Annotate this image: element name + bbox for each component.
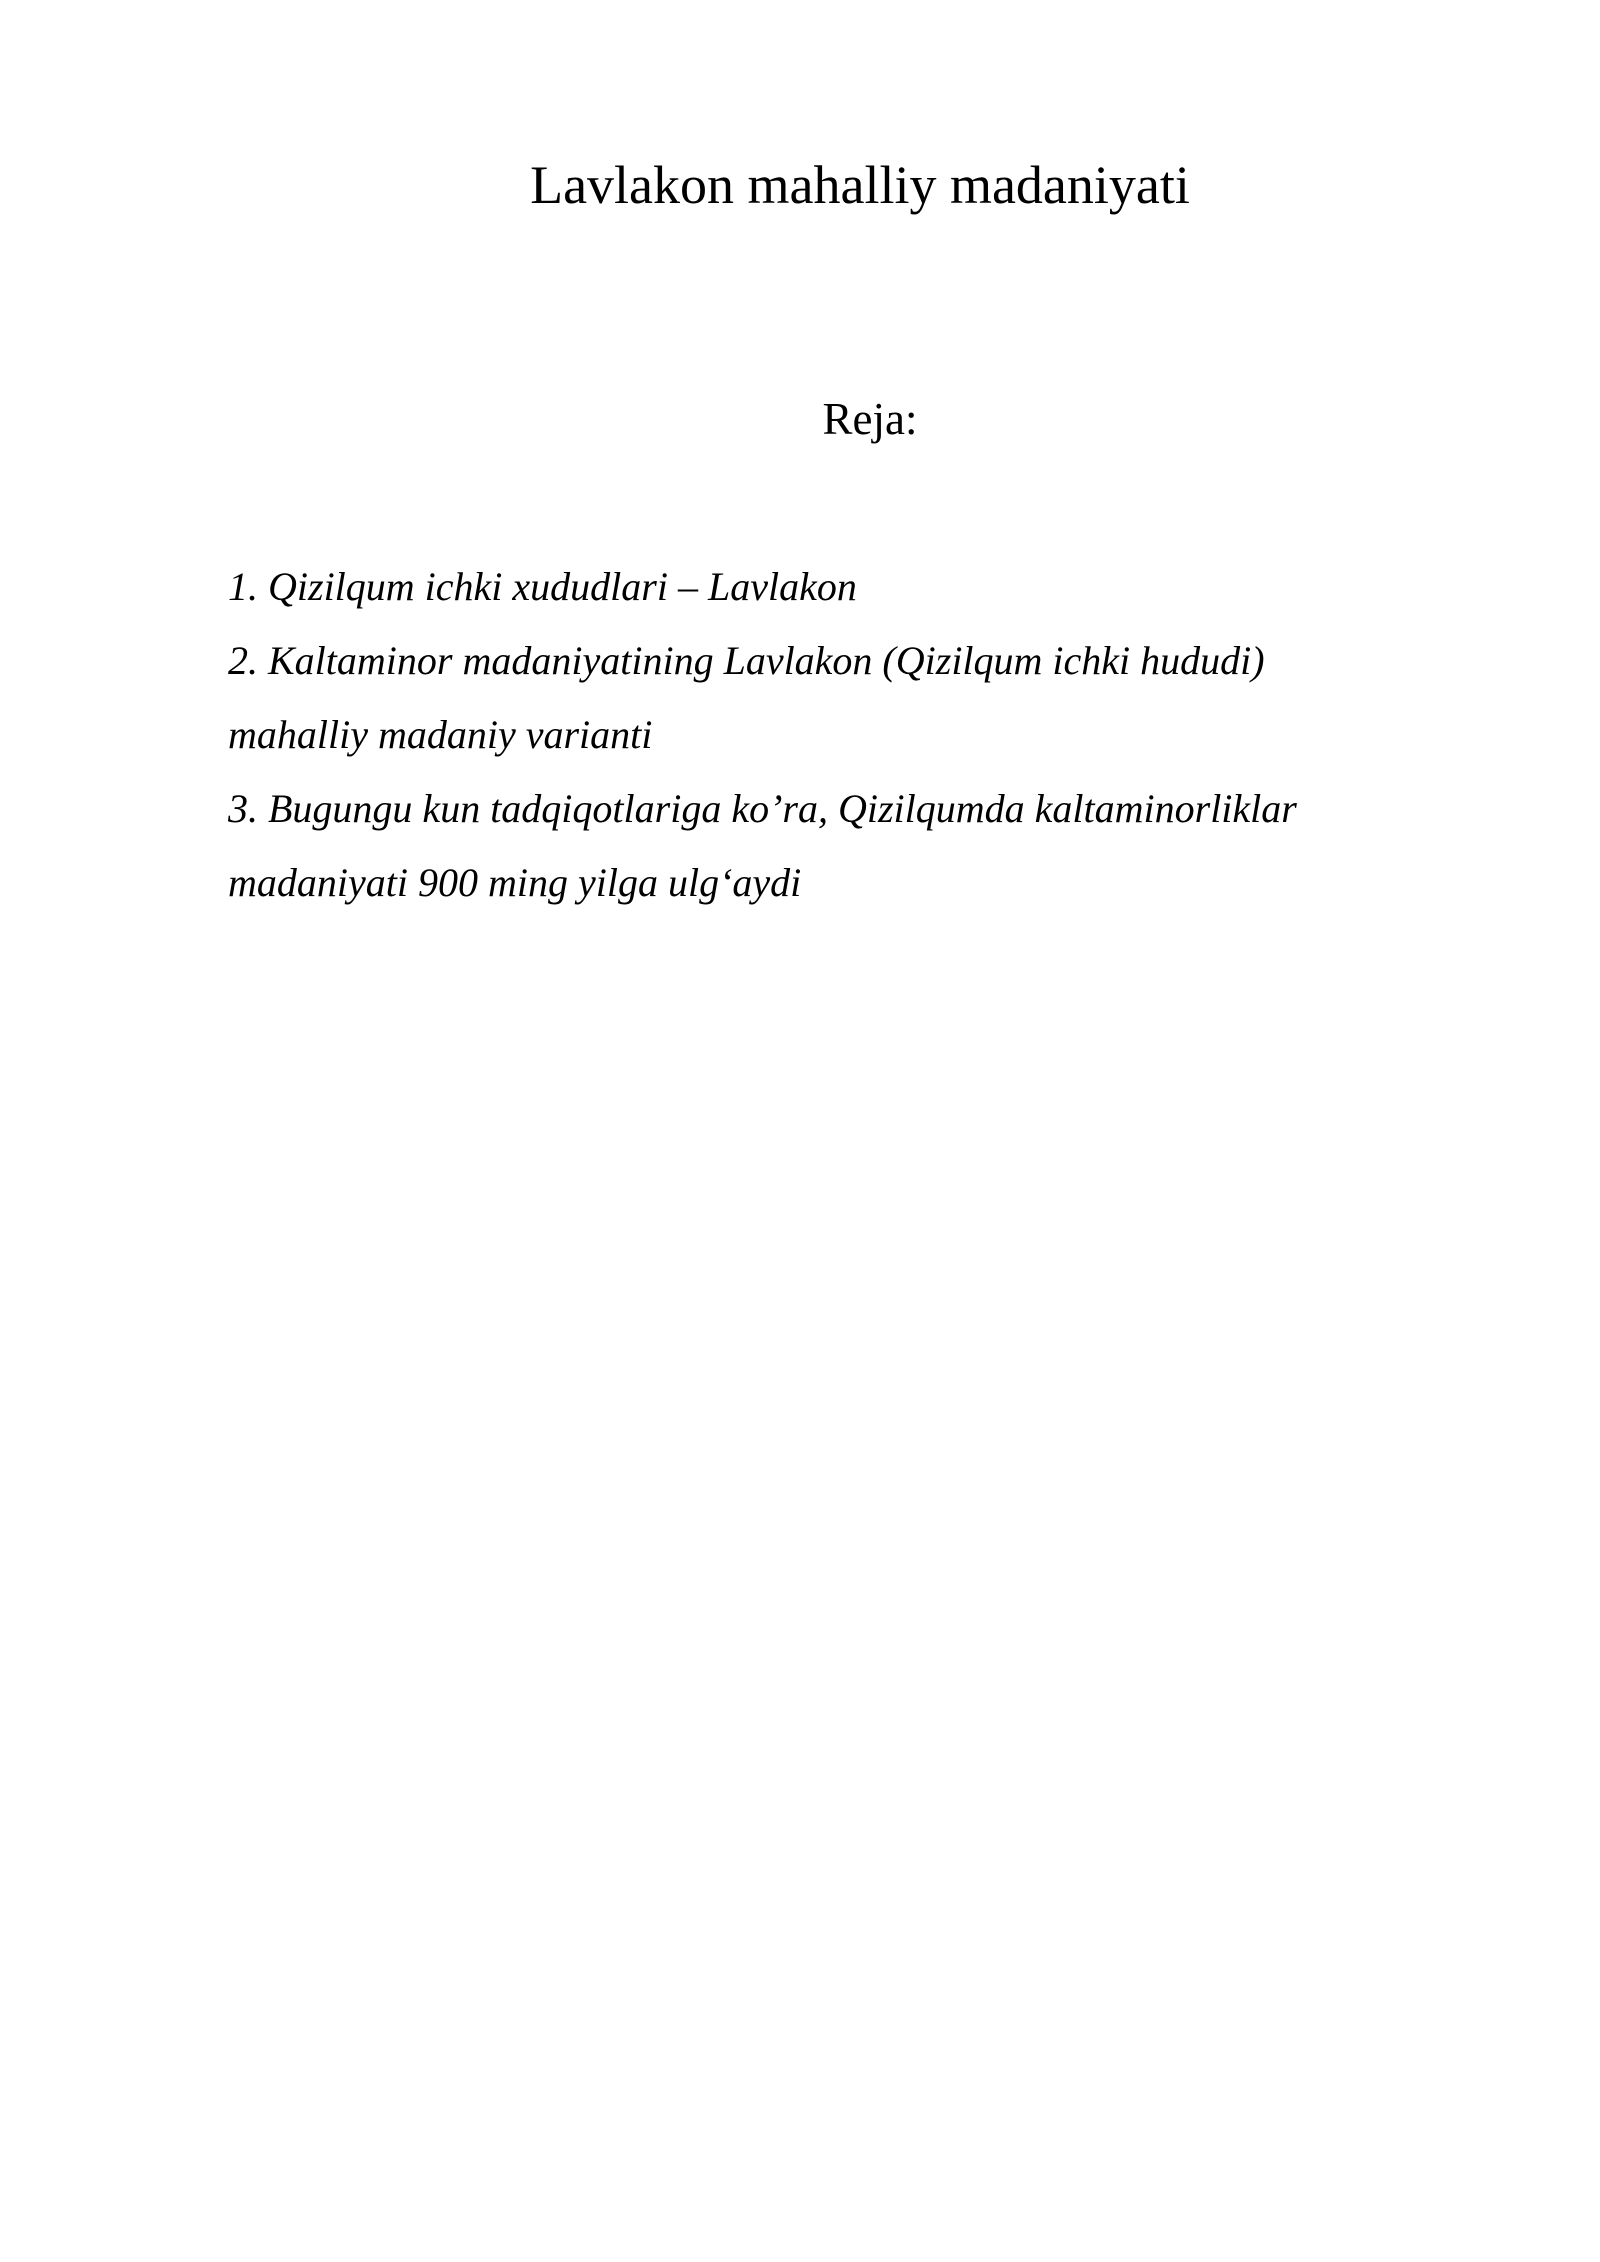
- plan-item-text: Bugungu kun tadqiqotlariga ko’ra, Qizilqumda kaltaminorliklar: [268, 786, 1297, 831]
- plan-item-3: [228, 772, 1408, 846]
- plan-item-text: mahalliy madaniy varianti: [228, 712, 653, 757]
- plan-item-text: madaniyati 900 ming yilga ulg‘aydi: [228, 860, 802, 905]
- plan-item-text: Qizilqum ichki xududlari – Lavlakon: [268, 564, 857, 609]
- plan-item-1: [228, 550, 1408, 624]
- document-title: Lavlakon mahalliy madaniyati: [530, 155, 1190, 215]
- plan-item-number: 3.: [228, 786, 258, 831]
- plan-list: [228, 550, 1408, 920]
- plan-item-number: 1.: [228, 564, 258, 609]
- plan-item-text: Kaltaminor madaniyatining Lavlakon (Qizilqum ichki hududi): [268, 638, 1265, 683]
- plan-item-2-continuation: [228, 698, 1408, 772]
- plan-item-number: 2.: [228, 638, 258, 683]
- plan-item-3-continuation: [228, 846, 1408, 920]
- plan-item-2: [228, 624, 1408, 698]
- plan-heading: Reja:: [822, 394, 918, 444]
